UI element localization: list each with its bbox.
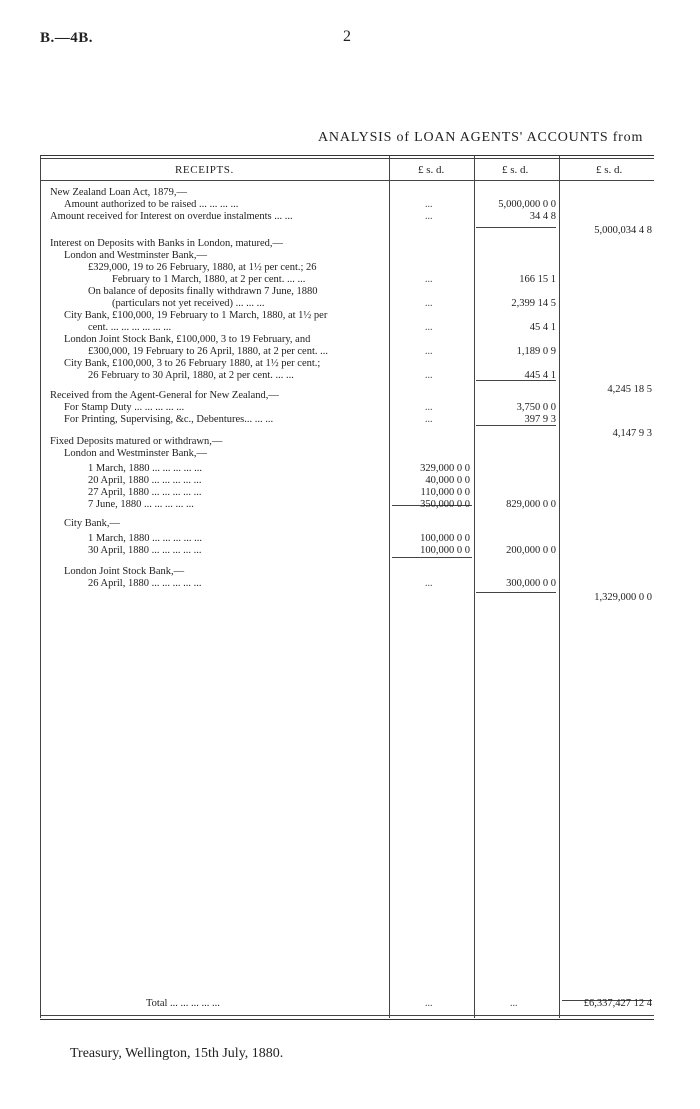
row-label: Received from the Agent-General for New Zealand,— bbox=[50, 390, 279, 401]
row-label: London Joint Stock Bank, £100,000, 3 to 19 February, and bbox=[64, 334, 311, 345]
row-label: On balance of deposits finally withdrawn 7 June, 1880 bbox=[88, 286, 318, 297]
amount-c2: 397 9 3 bbox=[524, 414, 556, 425]
row-label: For Printing, Supervising, &c., Debentures... ... ... bbox=[64, 414, 274, 425]
page-title: ANALYSIS of LOAN AGENTS' ACCOUNTS from bbox=[318, 130, 644, 145]
amount-c3: 5,000,034 4 8 bbox=[594, 225, 652, 236]
amount-c3: 4,245 18 5 bbox=[607, 384, 652, 395]
amount-c2: 2,399 14 5 bbox=[511, 298, 556, 309]
placeholder-dots: ... bbox=[425, 346, 433, 357]
row-label: London Joint Stock Bank,— bbox=[64, 566, 185, 577]
placeholder-dots: ... bbox=[425, 199, 433, 210]
row-label: Fixed Deposits matured or withdrawn,— bbox=[50, 436, 223, 447]
placeholder-dots: ... bbox=[425, 274, 433, 285]
row-label: City Bank,— bbox=[64, 518, 121, 529]
total-label: Total ... ... ... ... ... bbox=[146, 998, 220, 1009]
amount-c2: 1,189 0 9 bbox=[516, 346, 556, 357]
row-label: 20 April, 1880 ... ... ... ... ... bbox=[88, 475, 202, 486]
amount-c2: 3,750 0 0 bbox=[516, 402, 556, 413]
col3-header: £ s. d. bbox=[596, 164, 623, 176]
amount-c1: 40,000 0 0 bbox=[425, 475, 470, 486]
row-label: City Bank, £100,000, 3 to 26 February 1880, at 1½ per cent.; bbox=[64, 358, 321, 369]
row-label: 26 April, 1880 ... ... ... ... ... bbox=[88, 578, 202, 589]
amount-c1: 329,000 0 0 bbox=[420, 463, 470, 474]
amount-c2: 166 15 1 bbox=[519, 274, 556, 285]
row-label: (particulars not yet received) ... ... ... bbox=[112, 298, 265, 309]
signature-line: Treasury, Wellington, 15th July, 1880. bbox=[70, 1046, 284, 1061]
row-label: Amount received for Interest on overdue instalments ... ... bbox=[50, 211, 293, 222]
row-label: 1 March, 1880 ... ... ... ... ... bbox=[88, 533, 203, 544]
amount-c1: 100,000 0 0 bbox=[420, 533, 470, 544]
row-label: Amount authorized to be raised ... ... ... ... bbox=[64, 199, 239, 210]
amount-c2: 445 4 1 bbox=[524, 370, 556, 381]
row-label: New Zealand Loan Act, 1879,— bbox=[50, 187, 188, 198]
amount-c2: 829,000 0 0 bbox=[506, 499, 556, 510]
row-label: 26 February to 30 April, 1880, at 2 per cent. ... ... bbox=[88, 370, 294, 381]
amount-c2: 300,000 0 0 bbox=[506, 578, 556, 589]
col2-header: £ s. d. bbox=[502, 164, 529, 176]
placeholder-dots: ... bbox=[425, 402, 433, 413]
row-label: cent. ... ... ... ... ... ... bbox=[88, 322, 172, 333]
amount-c2: 5,000,000 0 0 bbox=[498, 199, 556, 210]
col1-header: £ s. d. bbox=[418, 164, 445, 176]
row-label: 30 April, 1880 ... ... ... ... ... bbox=[88, 545, 202, 556]
amount-c1: 100,000 0 0 bbox=[420, 545, 470, 556]
amount-c2: 45 4 1 bbox=[529, 322, 556, 333]
row-label: London and Westminster Bank,— bbox=[64, 250, 208, 261]
total-col2-dots: ... bbox=[510, 998, 518, 1009]
placeholder-dots: ... bbox=[425, 211, 433, 222]
row-label: 7 June, 1880 ... ... ... ... ... bbox=[88, 499, 194, 510]
amount-c1: 110,000 0 0 bbox=[420, 487, 470, 498]
amount-c2: 34 4 8 bbox=[529, 211, 556, 222]
page-reference: B.—4B. bbox=[40, 30, 94, 46]
amount-c3: 1,329,000 0 0 bbox=[594, 592, 652, 603]
row-label: City Bank, £100,000, 19 February to 1 March, 1880, at 1½ per bbox=[64, 310, 328, 321]
row-label: £300,000, 19 February to 26 April, 1880, at 2 per cent. ... bbox=[88, 346, 329, 357]
row-label: Interest on Deposits with Banks in London, matured,— bbox=[50, 238, 284, 249]
placeholder-dots: ... bbox=[425, 322, 433, 333]
row-label: £329,000, 19 to 26 February, 1880, at 1½ per cent.; 26 bbox=[88, 262, 317, 273]
row-label: For Stamp Duty ... ... ... ... ... bbox=[64, 402, 185, 413]
page-number: 2 bbox=[343, 28, 351, 45]
placeholder-dots: ... bbox=[425, 370, 433, 381]
total-col1-dots: ... bbox=[425, 998, 433, 1009]
row-label: 27 April, 1880 ... ... ... ... ... bbox=[88, 487, 202, 498]
amount-c2: 200,000 0 0 bbox=[506, 545, 556, 556]
placeholder-dots: ... bbox=[425, 414, 433, 425]
receipts-header: RECEIPTS. bbox=[175, 164, 234, 176]
row-label: February to 1 March, 1880, at 2 per cent. ... ... bbox=[112, 274, 306, 285]
placeholder-dots: ... bbox=[425, 578, 433, 589]
placeholder-dots: ... bbox=[425, 298, 433, 309]
row-label: London and Westminster Bank,— bbox=[64, 448, 208, 459]
row-label: 1 March, 1880 ... ... ... ... ... bbox=[88, 463, 203, 474]
amount-c3: 4,147 9 3 bbox=[612, 428, 652, 439]
amount-c1: 350,000 0 0 bbox=[420, 499, 470, 510]
total-value: £6,337,427 12 4 bbox=[583, 998, 652, 1009]
